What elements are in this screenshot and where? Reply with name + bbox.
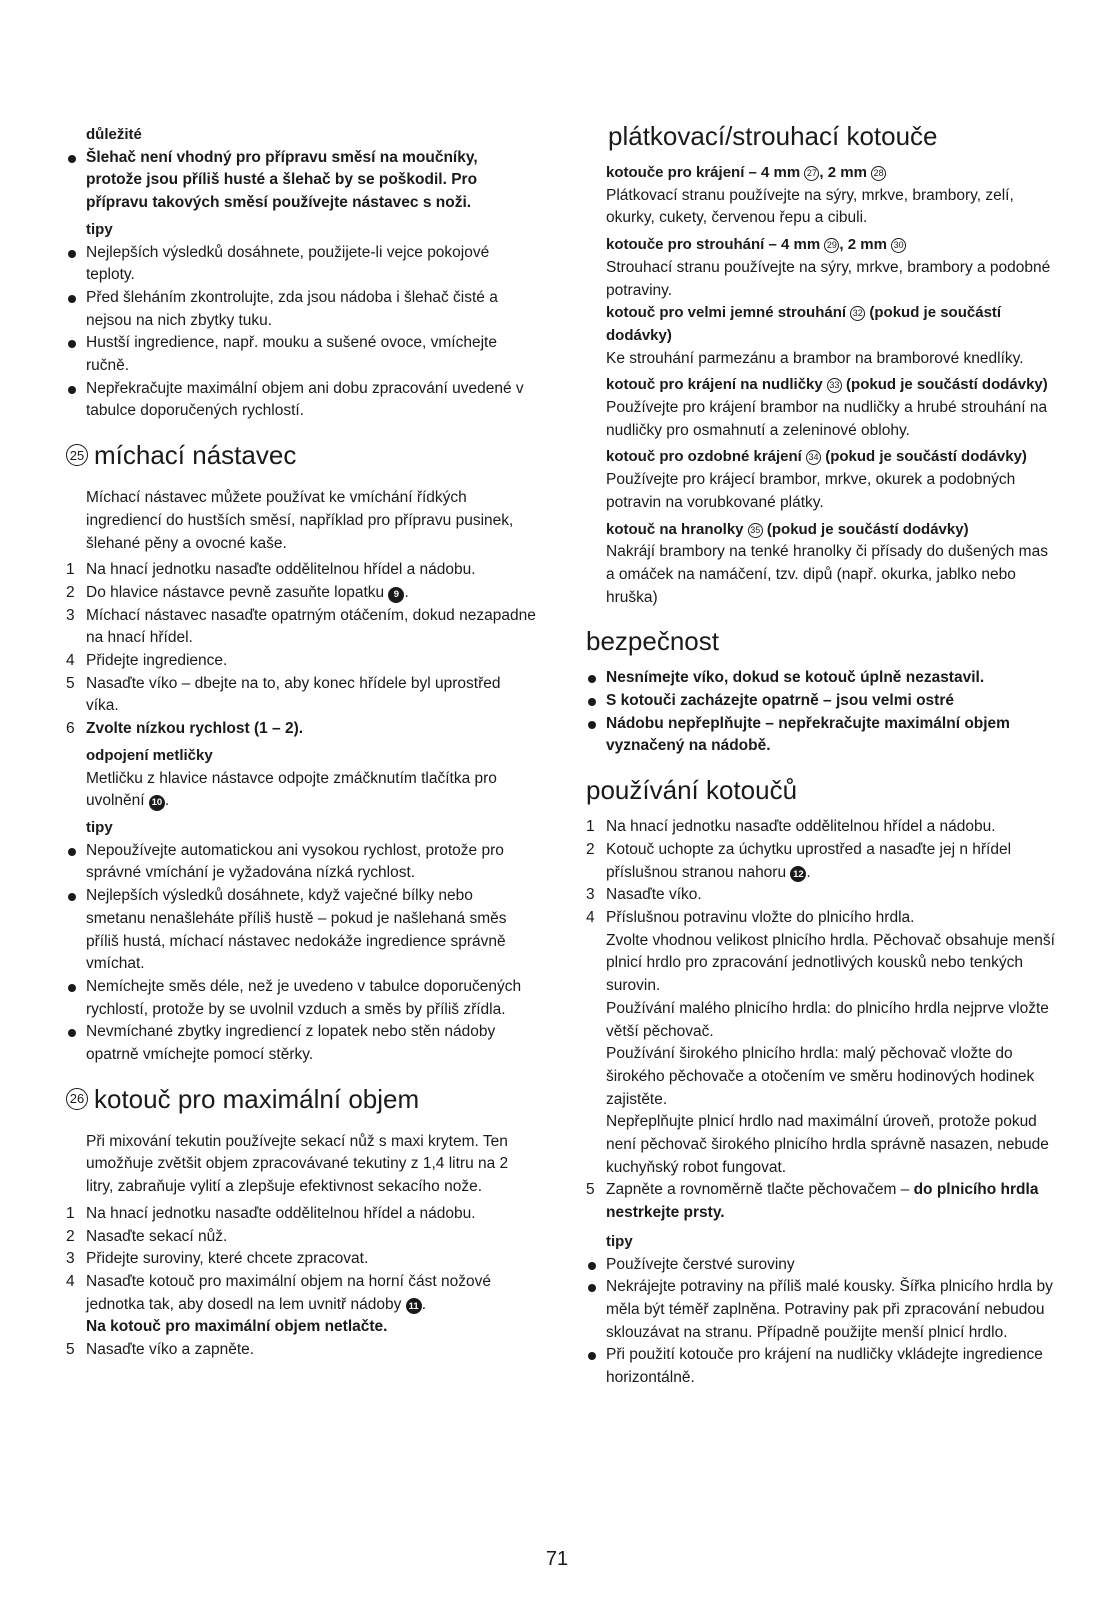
part-ref-badge: 27	[804, 166, 819, 181]
part-ref-badge: 30	[891, 238, 906, 253]
step-item: 3 Nasaďte víko.	[586, 886, 702, 904]
detach-label: odpojení metličky	[86, 746, 213, 764]
mixer-intro: Míchací nástavec můžete používat ke vmíchání řídkých ingrediencí do hustších směsí, například pro přípravu pusinek, šlehané pěny a ovocné kaše.	[86, 489, 514, 552]
disc-item: kotouč pro ozdobné krájení 34 (pokud je součástí dodávky) Používejte pro krájecí brambor, mrkve, okurek a podobných potravin na vorubkované plátky.	[606, 448, 1027, 511]
tips-label: tipy	[606, 1232, 633, 1250]
part-ref-badge: 28	[871, 166, 886, 181]
step-item: 5 Zapněte a rovnoměrně tlačte pěchovačem – do plnicího hrdla nestrkejte prsty.	[586, 1181, 1039, 1222]
tips-label: tipy	[86, 220, 113, 238]
part-ref-badge: 11	[406, 1298, 422, 1314]
part-ref-badge: 12	[790, 866, 806, 882]
part-ref-badge: 32	[850, 306, 865, 321]
tips-label: tipy	[86, 818, 113, 836]
section-heading-discs	[586, 120, 1056, 152]
tip-item: Nejlepších výsledků dosáhnete, když vaječné bílky nebo smetanu nenašleháte příliš hustě – pokud je našlehaná směs příliš hustá, míchací nástavec nedokáže ingredience správně vmíchat.	[66, 885, 536, 976]
step-item: 1 Na hnací jednotku nasaďte oddělitelnou hřídel a nádobu.	[586, 818, 996, 836]
part-ref-badge: 29	[824, 238, 839, 253]
maxdisc-intro: Při mixování tekutin používejte sekací nůž s maxi krytem. Ten umožňuje zvětšit objem zpracovávané tekutiny z 1,4 litru na 2 litry, zabraňuje vylití a zlepšuje efektivnost sekacího nože.	[86, 1132, 509, 1196]
maxdisc-steps	[66, 1203, 536, 1362]
step-item: 3 Míchací nástavec nasaďte opatrným otáčením, dokud nezapadne na hnací hřídel.	[66, 606, 536, 647]
step-item: 3 Přidejte suroviny, které chcete zpracovat.	[66, 1250, 369, 1268]
section-heading-maxdisc	[66, 1083, 536, 1115]
disc-item: kotouče pro strouhání – 4 mm 29 , 2 mm 30 Strouhací stranu používejte na sýry, mrkve, brambory a podobné potraviny.	[606, 236, 1051, 299]
tips-list	[66, 242, 536, 424]
tip-item: Nevmíchané zbytky ingrediencí z lopatek nebo stěn nádoby opatrně vmíchejte pomocí stěrky.	[66, 1021, 536, 1066]
safety-list	[586, 667, 1056, 758]
part-ref-badge: 34	[806, 450, 821, 465]
safety-item: Nádobu nepřeplňujte – nepřekračujte maximální objem vyznačený na nádobě.	[586, 713, 1056, 758]
step-item: 4 Nasaďte kotouč pro maximální objem na horní část nožové jednotka tak, aby dosedl na lem uvnitř nádoby 11 . Na kotouč pro maximální objem netlačte.	[66, 1272, 491, 1336]
mixer-tips-list	[66, 840, 536, 1067]
section-heading-safety	[586, 625, 1056, 657]
important-bullet: Šlehač není vhodný pro přípravu směsí na moučníky, protože jsou příliš husté a šlehač by se poškodil. Pro přípravu takových směsí používejte nástavec s noži.	[66, 147, 536, 215]
step-item: 4 Přidejte ingredience.	[66, 652, 228, 670]
tip-item: Používejte čerstvé suroviny	[586, 1254, 1056, 1277]
using-steps	[586, 816, 1056, 1225]
disc-item: kotouč na hranolky 35 (pokud je součástí dodávky) Nakrájí brambory na tenké hranolky či přísady do dušených mas a omáček na namáčení, tzv. dipů (např. okurka, jablko nebo hruška)	[606, 520, 1048, 606]
step-item: 2 Kotouč uchopte za úchytku uprostřed a nasaďte jej n hřídel příslušnou stranou nahoru 12 .	[586, 840, 1012, 881]
page-number: 71	[545, 1548, 569, 1570]
disc-item: kotouče pro krájení – 4 mm 27 , 2 mm 28 Plátkovací stranu používejte na sýry, mrkve, brambory, zelí, okurky, cukety, červenou řepu a cibuli.	[606, 164, 1014, 227]
tip-item: Při použití kotouče pro krájení na nudličky vkládejte ingredience horizontálně.	[586, 1344, 1056, 1389]
step-item: 2 Nasaďte sekací nůž.	[66, 1227, 228, 1245]
safety-item: S kotouči zacházejte opatrně – jsou velmi ostré	[586, 690, 1056, 713]
section-title: kotouč pro maximální objem	[94, 1083, 420, 1114]
section-heading-using	[586, 774, 1056, 806]
safety-item: Nesnímejte víko, dokud se kotouč úplně nezastavil.	[586, 667, 1056, 690]
part-ref-badge: 33	[827, 378, 842, 393]
tip-item: Nepoužívejte automatickou ani vysokou rychlost, protože pro správné vmíchání je vyžadována nízká rychlost.	[66, 840, 536, 885]
section-number-badge: 26	[66, 1088, 88, 1110]
part-ref-badge: 10	[149, 795, 165, 811]
step-item: 5 Nasaďte víko – dbejte na to, aby konec hřídele byl uprostřed víka.	[66, 674, 501, 715]
section-title: používání kotoučů	[586, 775, 798, 806]
tip-item: Hustší ingredience, např. mouku a sušené ovoce, vmíchejte ručně.	[66, 332, 536, 377]
right-column	[586, 120, 1056, 1390]
step-item: 4 Příslušnou potravinu vložte do plnicího hrdla. Zvolte vhodnou velikost plnicího hrdla. Pěchovač obsahuje menší plnicí hrdlo pro zpracování jednotlivých kousků nebo tenkých surovin. Používání malého plnicího hrdla: do plnicího hrdla nejprve vložte větší pěchovač. Používání širokého plnicího hrdla: malý pěchovač vložte do širokého pěchovače a otočením ve směru hodinových hodinek zajistěte. Nepřeplňujte plnicí hrdlo nad maximální úroveň, protože pokud není pěchovač širokého plnicího hrdla správně nasazen, nebude kuchyňský robot fungovat.	[586, 908, 1055, 1176]
part-ref-badge: 9	[388, 587, 404, 603]
tip-item: Nejlepších výsledků dosáhnete, použijete-li vejce pokojové teploty.	[66, 242, 536, 287]
section-number-badge: 25	[66, 444, 88, 466]
tip-item: Nekrájejte potraviny na příliš malé kousky. Šířka plnicího hrdla by měla být téměř zaplněna. Potraviny pak při zpracování nebudou sklouzávat na stranu. Případně použijte menší plnicí hrdlo.	[586, 1276, 1056, 1344]
section-heading-mixer	[66, 439, 536, 471]
tip-item: Nepřekračujte maximální objem ani dobu zpracování uvedené v tabulce doporučených rychlostí.	[66, 378, 536, 423]
left-column	[66, 124, 536, 1362]
disc-item: kotouč pro krájení na nudličky 33 (pokud je součástí dodávky) Používejte pro krájení brambor na nudličky a hrubé strouhání na nudličky pro osmahnutí a zeleninové oblohy.	[606, 376, 1048, 439]
step-item: 2 Do hlavice nástavce pevně zasuňte lopatku 9 .	[66, 583, 409, 601]
part-ref-badge: 35	[748, 523, 763, 538]
step-item: 1 Na hnací jednotku nasaďte oddělitelnou hřídel a nádobu.	[66, 1204, 476, 1222]
disc-item: kotouč pro velmi jemné strouhání 32 (pokud je součástí dodávky) Ke strouhání parmezánu a brambor na bramborové knedlíky.	[606, 304, 1024, 367]
step-item: 6 Zvolte nízkou rychlost (1 – 2).	[66, 720, 304, 738]
tip-item: Před šleháním zkontrolujte, zda jsou nádoba i šlehač čisté a nejsou na nich zbytky tuku.	[66, 287, 536, 332]
section-title: míchací nástavec	[94, 440, 297, 471]
tip-item: Nemíchejte směs déle, než je uvedeno v tabulce doporučených rychlostí, protože by se uvolnil vzduch a směs by příliš zřídla.	[66, 976, 536, 1021]
using-tips-list	[586, 1254, 1056, 1390]
section-title: plátkovací/strouhací kotouče	[608, 121, 938, 151]
section-title: bezpečnost	[586, 626, 719, 657]
important-label: důležité	[86, 126, 142, 143]
step-item: 1 Na hnací jednotku nasaďte oddělitelnou hřídel a nádobu.	[66, 561, 476, 579]
detach-text: Metličku z hlavice nástavce odpojte zmáčknutím tlačítka pro uvolnění 10 .	[86, 769, 497, 810]
step-item: 5 Nasaďte víko a zapněte.	[66, 1341, 255, 1359]
mixer-steps	[66, 559, 536, 741]
